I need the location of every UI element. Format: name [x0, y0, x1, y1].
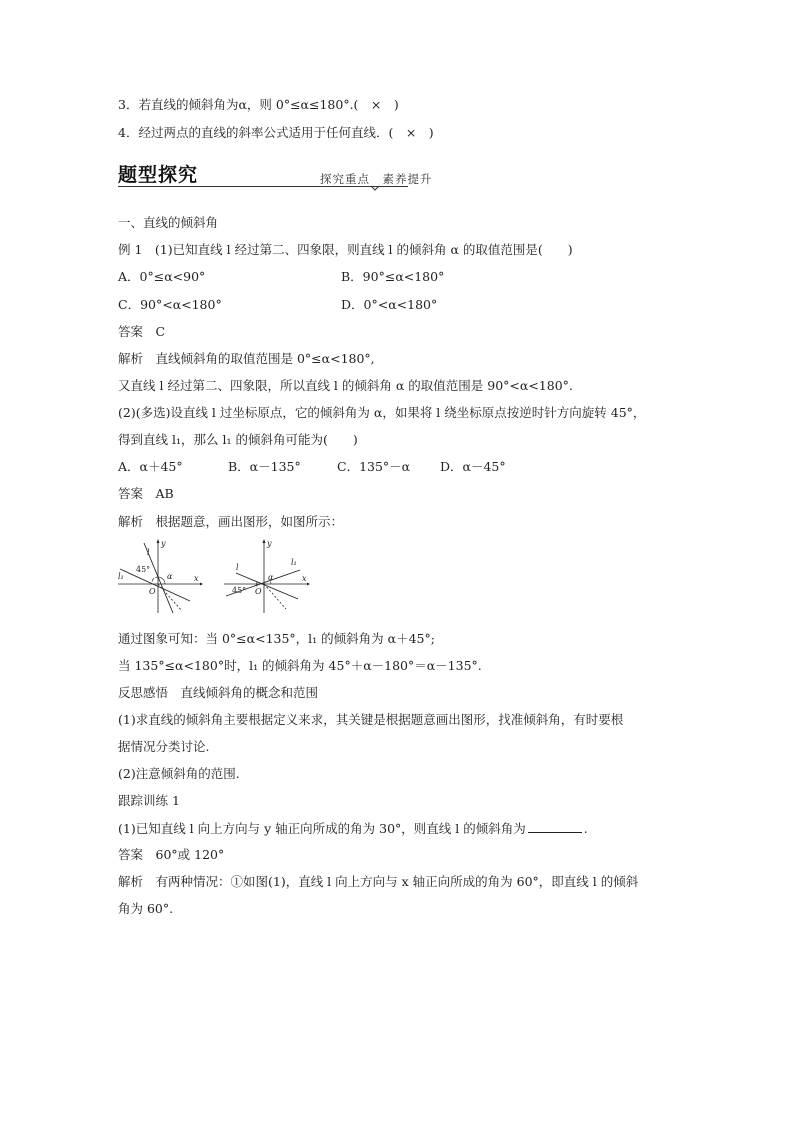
q2-option-a: A．α＋45° — [118, 459, 183, 474]
fig1-l-label: l — [147, 548, 150, 557]
item-4: 4．经过两点的直线的斜率公式适用于任何直线．( × ) — [118, 125, 434, 140]
fig1-x-label: x — [194, 574, 199, 583]
section-subtitle: 探究重点 素养提升 — [320, 172, 433, 186]
answer-1: 答案 C — [118, 324, 166, 339]
fig2-alpha-label: α — [268, 573, 274, 582]
tracking-title: 跟踪训练 1 — [118, 793, 180, 808]
analysis-2: 解析 根据题意，画出图形，如图所示： — [118, 514, 344, 529]
item-3: 3．若直线的倾斜角为α，则 0°≤α≤180°.( × ) — [118, 97, 399, 112]
answer-blank — [528, 819, 582, 833]
analysis-1-line-2: 又直线 l 经过第二、四象限，所以直线 l 的倾斜角 α 的取值范围是 90°<α<180°. — [118, 378, 573, 393]
fig2-y-label: y — [267, 539, 272, 548]
question-2-line-1: (2)(多选)设直线 l 过坐标原点，它的倾斜角为 α，如果将 l 绕坐标原点按逆时针方向旋转 45°， — [118, 405, 646, 420]
q2-option-d: D．α－45° — [440, 459, 506, 474]
section-rule-notch — [371, 183, 379, 191]
tracking-question-end: . — [583, 821, 588, 836]
ex1-option-a: A．0°≤α<90° — [118, 269, 206, 284]
fig2-l1-label: l₁ — [291, 558, 297, 567]
q2-option-c: C．135°－α — [337, 459, 411, 474]
reflection-1-line-1: (1)求直线的倾斜角主要根据定义来求，其关键是根据题意画出图形，找准倾斜角，有时要根 — [118, 712, 624, 727]
section-title: 题型探究 — [118, 164, 199, 186]
fig1-l1-label: l₁ — [118, 572, 124, 581]
reflection-1-line-2: 据情况分类讨论. — [118, 739, 210, 754]
tracking-question-text: (1)已知直线 l 向上方向与 y 轴正向所成的角为 30°，则直线 l 的倾斜角为 — [118, 821, 526, 836]
fig2-x-label: x — [302, 574, 307, 583]
fig2-o-label: O — [255, 587, 262, 596]
tracking-analysis-line-1: 解析 有两种情况：①如图(1)，直线 l 向上方向与 x 轴正向所成的角为 60°，即直线 l 的倾斜 — [118, 874, 639, 889]
tracking-analysis-line-2: 角为 60°. — [118, 901, 174, 916]
q2-option-b: B．α－135° — [228, 459, 301, 474]
tracking-answer: 答案 60°或 120° — [118, 847, 225, 862]
tracking-question — [118, 819, 588, 838]
fig1-y-label: y — [161, 539, 166, 548]
question-2-line-2: 得到直线 l₁，那么 l₁ 的倾斜角可能为( ) — [118, 432, 358, 447]
fig1-o-label: O — [149, 587, 156, 596]
example-1-question-1: 例 1 (1)已知直线 l 经过第二、四象限，则直线 l 的倾斜角 α 的取值范围是( ) — [118, 242, 573, 257]
part-heading: 一、直线的倾斜角 — [118, 215, 219, 230]
conclusion-line-1: 通过图象可知：当 0°≤α<135°，l₁ 的倾斜角为 α＋45°; — [118, 631, 435, 646]
reflection-title: 反思感悟 直线倾斜角的概念和范围 — [118, 685, 319, 700]
fig2-45-label: 45° — [232, 586, 247, 595]
fig1-alpha-label: α — [167, 572, 173, 581]
conclusion-line-2: 当 135°≤α<180°时，l₁ 的倾斜角为 45°＋α－180°＝α－135°. — [118, 658, 482, 673]
reflection-2: (2)注意倾斜角的范围. — [118, 766, 240, 781]
analysis-1-line-1: 解析 直线倾斜角的取值范围是 0°≤α<180°, — [118, 351, 375, 366]
fig1-45-label: 45° — [136, 565, 151, 574]
ex1-option-b: B．90°≤α<180° — [341, 269, 445, 284]
ex1-option-d: D．0°<α<180° — [341, 297, 438, 312]
ex1-option-c: C．90°<α<180° — [118, 297, 222, 312]
fig2-l-label: l — [236, 563, 239, 572]
figure-right — [222, 537, 312, 615]
section-rule — [118, 186, 408, 187]
answer-2: 答案 AB — [118, 486, 174, 501]
figure-left — [116, 537, 204, 615]
